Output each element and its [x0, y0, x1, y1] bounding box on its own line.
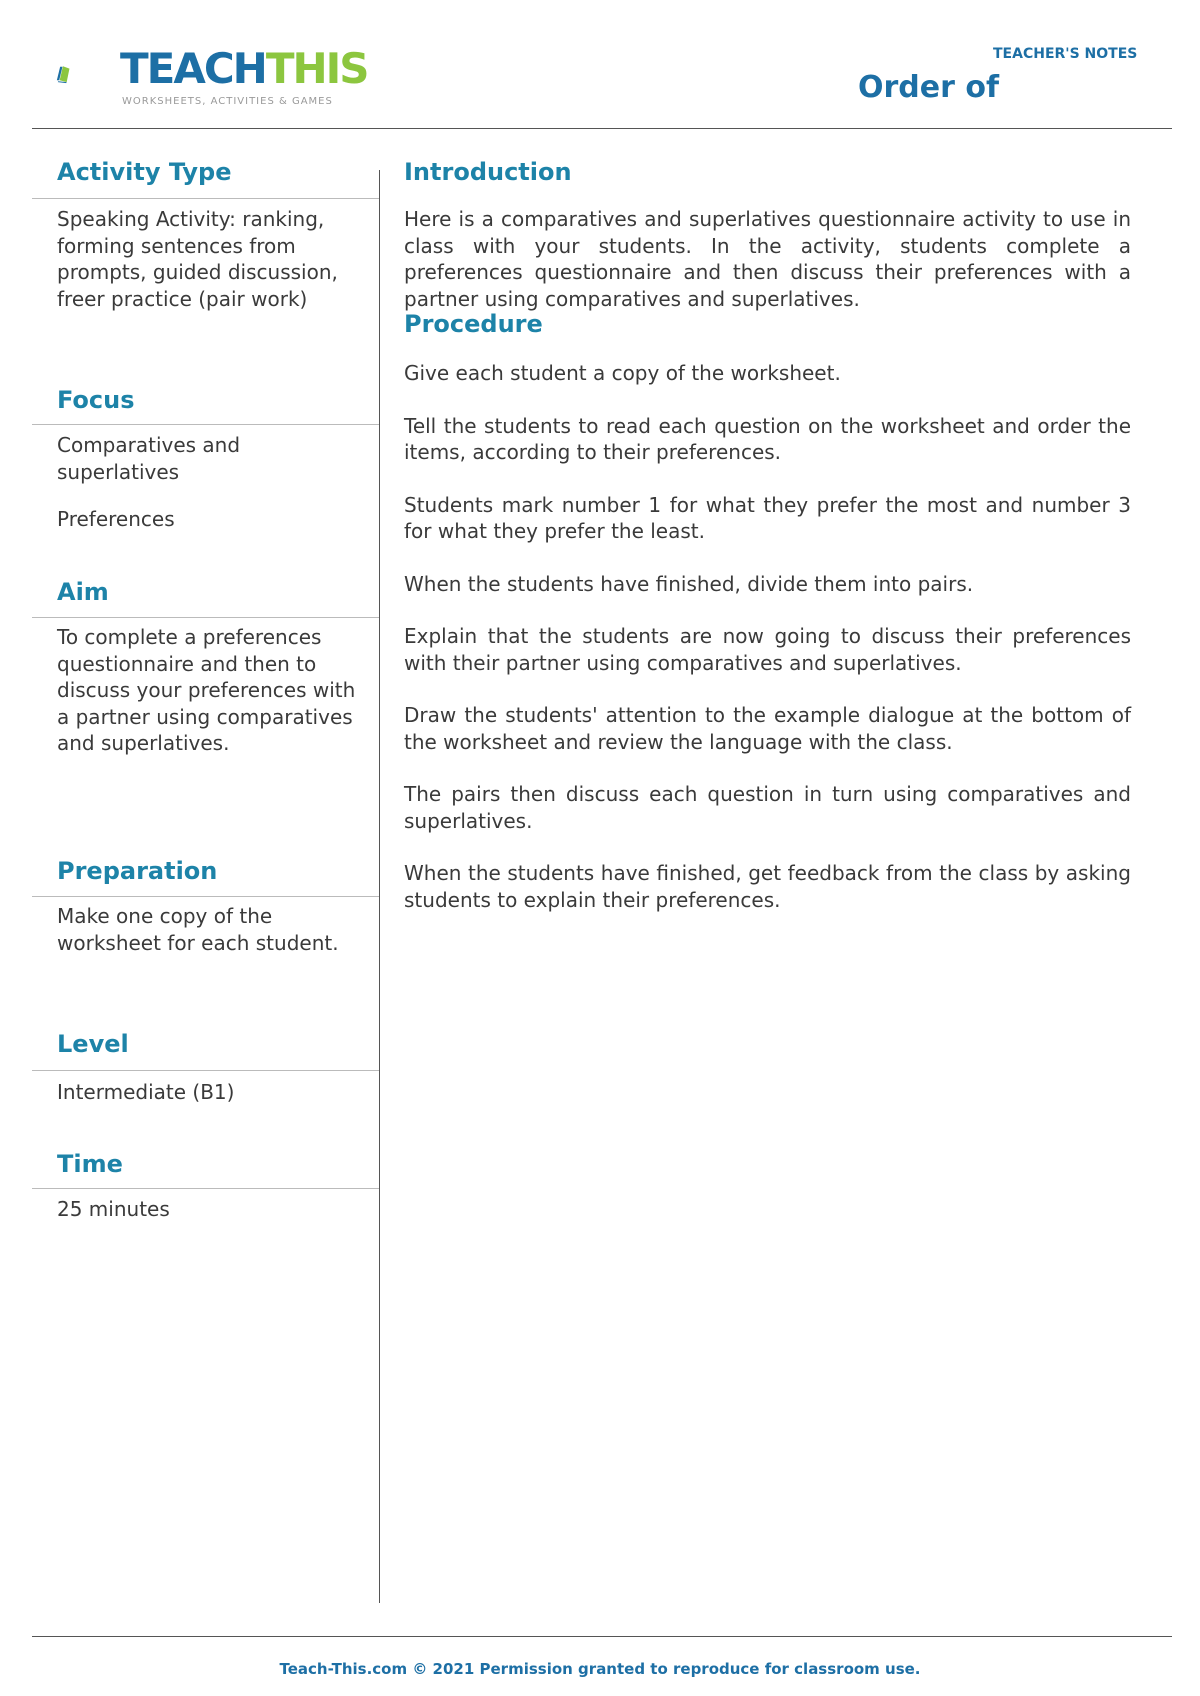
section-rule: [32, 198, 379, 199]
procedure-steps: [404, 360, 1131, 939]
footer-divider: [32, 1636, 1172, 1637]
preparation-heading: Preparation: [57, 857, 218, 885]
logo-word-this: THIS: [265, 44, 368, 93]
activity-type-text: Speaking Activity: ranking, forming sentences from prompts, guided discussion, freer practice (pair work): [57, 207, 338, 311]
section-rule: [32, 1070, 379, 1071]
preparation-text: Make one copy of the worksheet for each student.: [57, 904, 339, 955]
procedure-step: When the students have finished, get feedback from the class by asking students to explain their preferences.: [404, 861, 1131, 912]
teach-this-logo-icon: [55, 38, 125, 110]
procedure-step: Give each student a copy of the worksheet.: [404, 361, 841, 385]
logo-tagline: WORKSHEETS, ACTIVITIES & GAMES: [122, 96, 333, 107]
focus-heading: Focus: [57, 386, 135, 414]
procedure-step: Tell the students to read each question on the worksheet and order the items, according to their preferences.: [404, 413, 1131, 464]
section-rule: [32, 617, 379, 618]
teachers-notes-label: TEACHER'S NOTES: [993, 46, 1138, 62]
logo-wordmark: [120, 44, 368, 94]
level-text: Intermediate (B1): [57, 1080, 235, 1104]
introduction-text: Here is a comparatives and superlatives questionnaire activity to use in class with your students. In the activity, students complete a preferences questionnaire and then discuss their preferences with a partner using comparatives and superlatives.: [404, 207, 1131, 311]
footer-copyright: Teach-This.com © 2021 Permission granted to reproduce for classroom use.: [279, 1660, 921, 1678]
page-title: Order of: [858, 70, 1000, 105]
introduction-heading: Introduction: [404, 158, 572, 186]
focus-item: Comparatives and superlatives: [57, 433, 241, 484]
aim-text: To complete a preferences questionnaire and then to discuss your preferences with a partner using comparatives and superlatives.: [57, 625, 356, 755]
focus-item: Preferences: [57, 507, 175, 531]
time-heading: Time: [57, 1150, 123, 1178]
procedure-step: When the students have finished, divide them into pairs.: [404, 571, 974, 596]
procedure-step: Explain that the students are now going to discuss their preferences with their partner using comparatives and superlatives.: [404, 624, 1131, 675]
section-rule: [32, 896, 379, 897]
section-rule: [32, 424, 379, 425]
aim-heading: Aim: [57, 578, 109, 606]
section-rule: [32, 1188, 379, 1189]
procedure-step: Draw the students' attention to the example dialogue at the bottom of the worksheet and review the language with the class.: [404, 703, 1131, 754]
activity-type-heading: Activity Type: [57, 158, 232, 186]
header-divider: [32, 128, 1172, 129]
procedure-step: The pairs then discuss each question in turn using comparatives and superlatives.: [404, 782, 1131, 833]
time-text: 25 minutes: [57, 1197, 170, 1221]
procedure-heading: Procedure: [404, 310, 543, 338]
procedure-step: Students mark number 1 for what they prefer the most and number 3 for what they prefer the least.: [404, 492, 1131, 543]
level-heading: Level: [57, 1030, 129, 1058]
logo-word-teach: TEACH: [120, 44, 266, 93]
column-divider: [379, 170, 380, 1603]
